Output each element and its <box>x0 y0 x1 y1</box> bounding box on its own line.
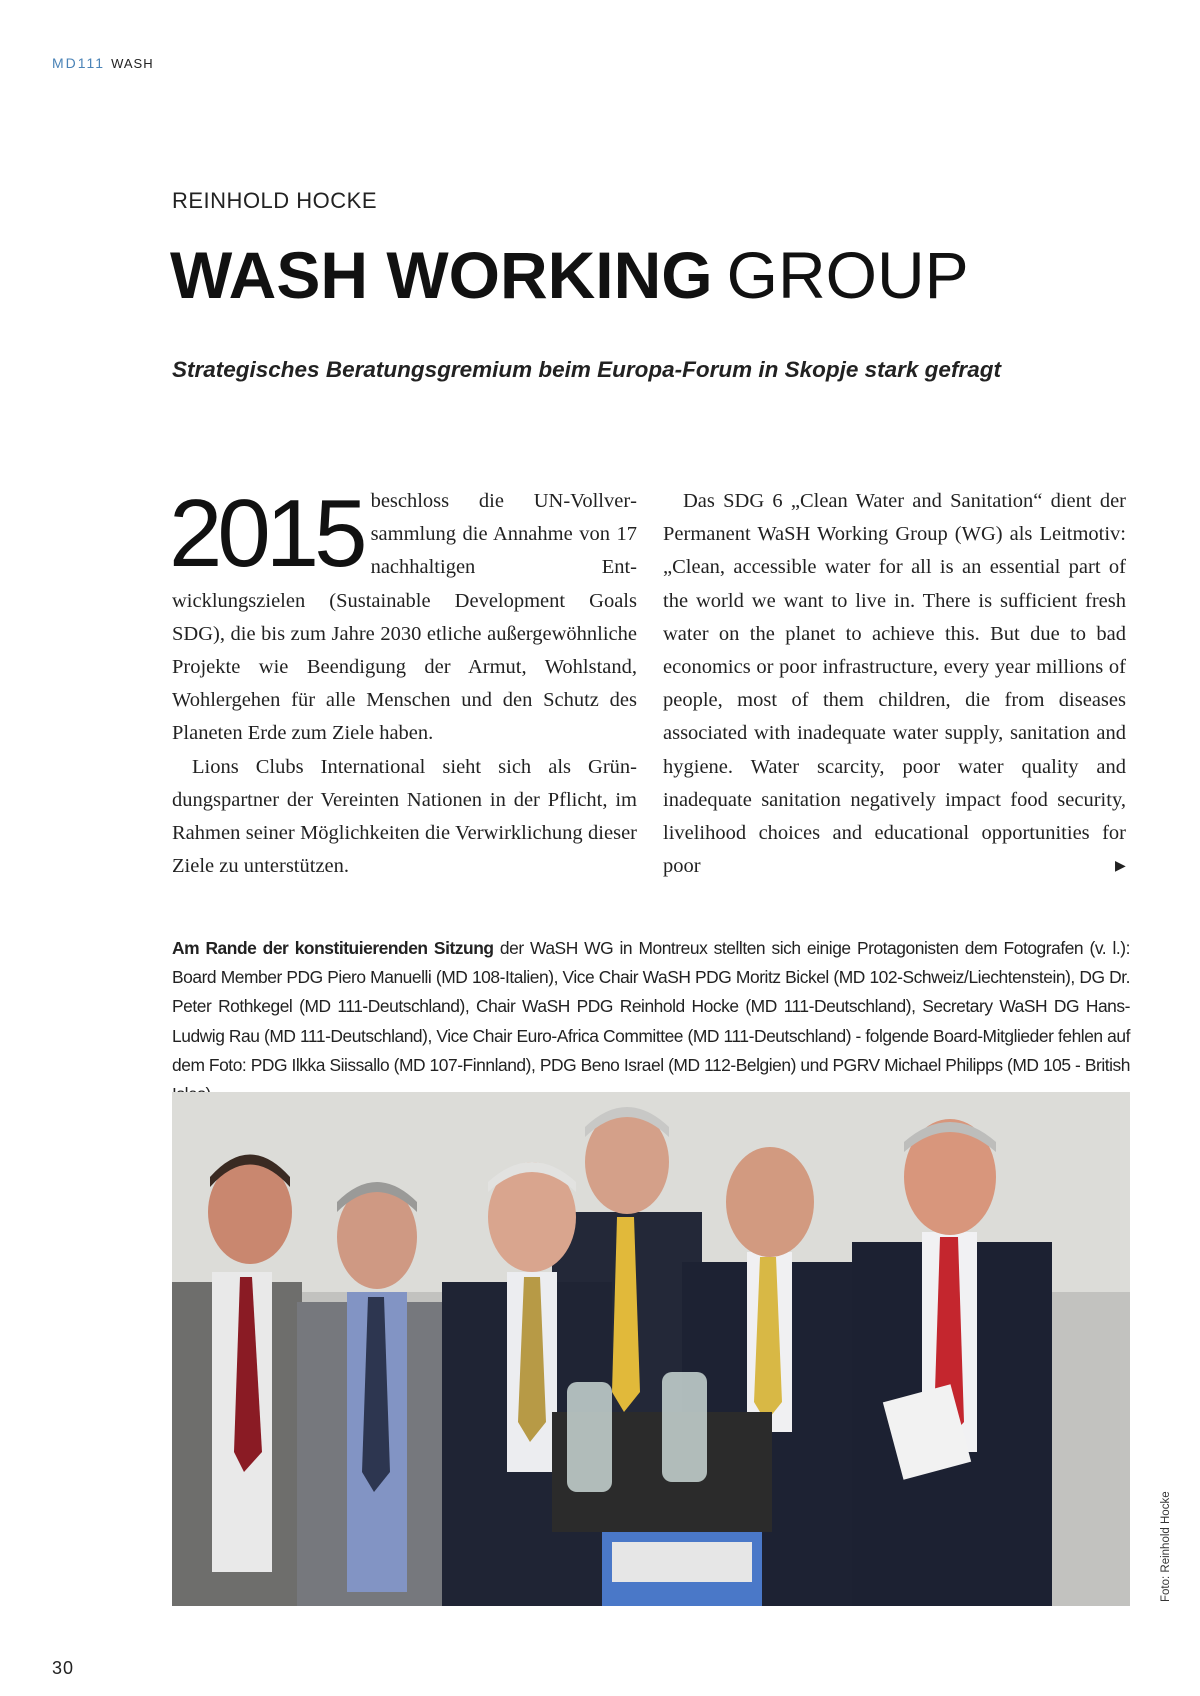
article-subtitle: Strategisches Beratungsgremium beim Europa-Forum in Skopje stark gefragt <box>172 357 1001 382</box>
paragraph <box>169 480 637 751</box>
caption-text: der WaSH WG in Montreux stellten sich einige Protagonisten dem Fotografen (v. l.): Board Member PDG Piero Manuelli (MD 108-Italien), Vice Chair WaSH PDG Moritz Bickel (MD 102-Schweiz/Liechtenstein), DG Dr. Peter Rothkegel (MD 111-Deutschland), Chair WaSH PDG Reinhold Hocke (MD 111-Deutschland), Secretary WaSH DG Hans-Ludwig Rau (MD 111-Deutschland), Vice Chair Euro-Africa Committee (MD 111-Deutschland) - folgende Board-Mitglieder fehlen auf dem Foto: PDG Ilkka Siissallo (MD 107-Finnland), PDG Beno Israel (MD 112-Belgien) und PGRV Michael Philipps (MD 105 - British <box>172 938 1130 1075</box>
section-code: MD111 <box>52 55 106 71</box>
page-number: 30 <box>52 1658 75 1678</box>
caption-lead: Am Rande der konstituierenden Sitzung <box>172 938 494 958</box>
continue-arrow-icon: ▶ <box>1115 858 1126 874</box>
running-header <box>52 55 154 71</box>
paragraph: Das SDG 6 „Clean Water and Sanitation“ dient der Permanent WaSH Working Group (WG) als Leitmotiv: „Clean, accessible water for all is an essential part of the world we want to live in. There is sufficient fresh water on the planet to achieve this. But due to bad economics or poor infrastructure, every year millions of people, most of them children, die from diseases associated with inadequate water supply, sanitation and hygiene. Water scarcity, poor water quality and inadequate sanitation negatively impact food security, livelihood choices and educational opportunities for poor <box>663 490 1126 878</box>
article-title <box>170 235 969 315</box>
photo-caption <box>172 934 1130 1109</box>
author-name: REINHOLD HOCKE <box>172 188 378 213</box>
group-photo <box>172 1092 1130 1606</box>
photo-credit: Foto: Reinhold Hocke <box>1160 1491 1172 1602</box>
dropcap-year: 2015 <box>169 480 363 587</box>
title-light: GROUP <box>726 238 969 312</box>
paragraph: Lions Clubs International sieht sich als Gründungspartner der Vereinten Nationen in der Pflicht, im Rahmen seiner Möglichkeiten die Verwirklichung dieser Ziele zu unterstützen. <box>172 755 637 878</box>
paragraph-text: beschloss die UN-Vollversammlung die Annahme von 17 nachhaltigen Entwicklungszielen (Sustainable Development Goals SDG), die bis zum Jahre 2030 etliche außergewöhnliche Projekte wie Beendigung der Armut, Wohlstand, Wohlergehen für alle Menschen und den Schutz des Planeten Erde zum Ziele haben. <box>172 490 637 745</box>
title-bold: WASH WORKING <box>170 238 713 312</box>
section-name: WASH <box>111 56 154 71</box>
text-column-right <box>663 485 1126 883</box>
text-column-left <box>169 480 637 883</box>
